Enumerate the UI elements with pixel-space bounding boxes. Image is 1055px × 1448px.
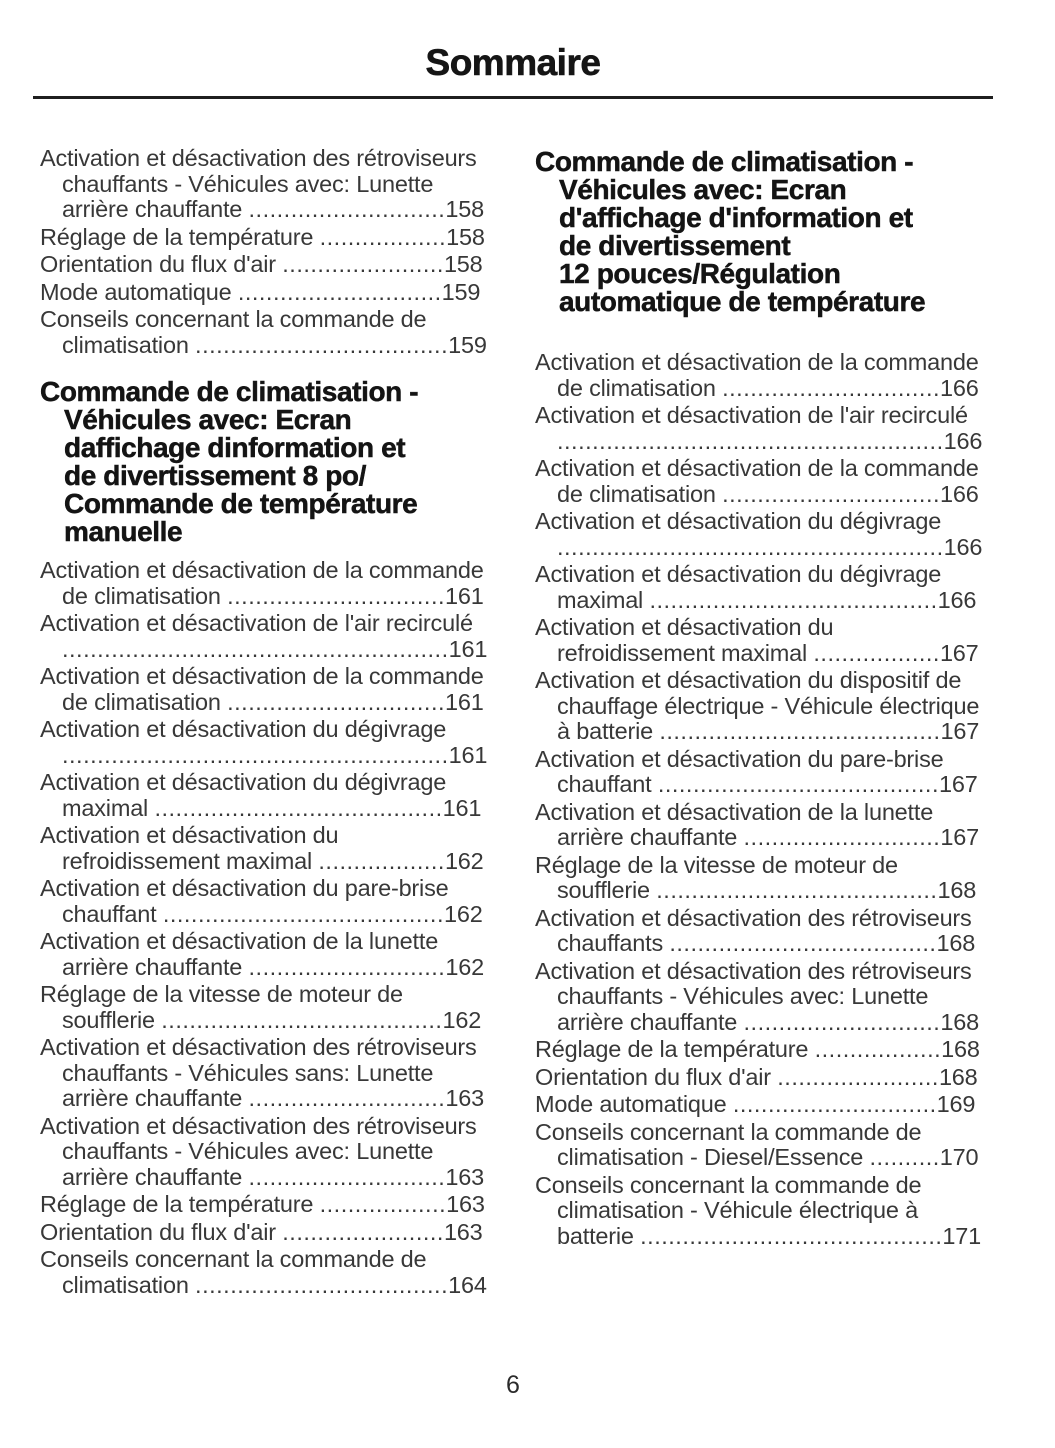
toc-entry (40, 146, 487, 223)
toc-page-number: 159 (448, 331, 487, 358)
toc-entry-label: Conseils concernant la commande de climatisation (40, 1247, 427, 1298)
toc-entry (535, 615, 982, 666)
dot-leader: .................. (319, 1192, 447, 1217)
toc-entry-label: Réglage de la vitesse de moteur de soufflerie (40, 982, 403, 1033)
dot-leader: ....................... (282, 252, 444, 277)
toc-columns (40, 146, 982, 1300)
toc-page-number: 169 (936, 1092, 976, 1117)
heading-line: Commande de climatisation - (535, 146, 914, 177)
toc-page-number: 163 (446, 1192, 485, 1217)
toc-entry-label: Activation et désactivation de la lunette arrière chauffante (40, 929, 439, 980)
dot-leader: ......................................... (649, 586, 938, 613)
toc-entry-label: Orientation du flux d'air (40, 1219, 276, 1245)
heading-line: de divertissement (559, 230, 791, 261)
dot-leader: ............................... (722, 480, 941, 507)
toc-page-number: 164 (448, 1271, 487, 1298)
toc-entry (535, 562, 982, 613)
toc-page-number: 158 (443, 252, 483, 277)
toc-entry-label: Conseils concernant la commande de climatisation - Véhicule électrique à batterie (535, 1172, 922, 1249)
toc-entry (535, 853, 982, 904)
toc-entry-label: Réglage de la température (40, 1192, 314, 1217)
toc-page-number: 158 (446, 224, 485, 250)
dot-leader: .................. (814, 1037, 942, 1062)
heading-line: daffichage dinformation et (64, 432, 406, 463)
toc-entry-label: Réglage de la température (535, 1037, 809, 1062)
toc-entry (535, 906, 982, 957)
toc-entry-label: Réglage de la température (40, 224, 314, 250)
dot-leader: ....................... (282, 1219, 444, 1245)
toc-page-number: 163 (443, 1219, 483, 1245)
toc-page-number: 161 (445, 688, 484, 715)
toc-column-right (535, 146, 982, 1300)
toc-entry-label: Activation et désactivation du dégivrage maximal (535, 562, 942, 613)
toc-entry (40, 225, 487, 251)
dot-leader: ......................................... (154, 794, 443, 821)
dot-leader: ............................ (248, 953, 446, 980)
toc-page-number: 171 (942, 1222, 981, 1249)
toc-entry (40, 929, 487, 980)
toc-entry (535, 509, 982, 560)
toc-page-number: 168 (938, 1064, 978, 1090)
toc-entry (40, 876, 487, 927)
dot-leader: ....................................................... (557, 533, 944, 560)
toc-column-left (40, 146, 487, 1300)
heading-line: d'affichage d'information et (559, 202, 913, 233)
toc-entry (535, 1120, 982, 1171)
toc-entry-label: Activation et désactivation de la commande de climatisation (535, 456, 979, 507)
toc-entry (40, 558, 487, 609)
toc-entry (535, 1092, 982, 1118)
dot-leader: .................. (319, 224, 447, 250)
toc-entry-label: Conseils concernant la commande de climatisation (40, 307, 427, 358)
toc-entry (40, 252, 487, 278)
heading-line: Commande de climatisation - (40, 376, 419, 407)
toc-page-number: 161 (445, 582, 484, 609)
toc-page-number: 167 (938, 771, 978, 797)
toc-page-number: 163 (445, 1163, 484, 1190)
dot-leader: ....................... (777, 1064, 939, 1090)
heading-line: Véhicules avec: Ecran (559, 174, 847, 205)
toc-entry-label: Activation et désactivation des rétroviseurs chauffants - Véhicules avec: Lunette arrière chauffante (40, 1113, 477, 1190)
title-divider (33, 96, 993, 99)
toc-entry (40, 770, 487, 821)
page-number: 6 (506, 1371, 520, 1399)
toc-entry-label: Activation et désactivation du dégivrage (40, 717, 447, 742)
toc-entry (535, 668, 982, 745)
toc-entry-label: Activation et désactivation du pare-brise chauffant (40, 876, 449, 927)
toc-entry-label: Mode automatique (535, 1092, 727, 1117)
dot-leader: .................. (318, 847, 445, 874)
toc-page-number: 158 (445, 196, 484, 222)
dot-leader: ............................ (743, 1008, 941, 1035)
dot-leader: ...................................... (669, 930, 937, 956)
toc-page-number: 167 (939, 639, 979, 666)
toc-entry-label: Activation et désactivation de l'air recirculé (40, 611, 473, 636)
heading-line: automatique de température (559, 286, 926, 317)
toc-entry-label: Activation et désactivation du dégivrage (535, 509, 942, 534)
toc-entry-label: Activation et désactivation des rétroviseurs chauffants (535, 905, 972, 956)
toc-entry (40, 664, 487, 715)
toc-entry (40, 280, 487, 306)
toc-entry (535, 747, 982, 798)
dot-leader: ............................... (227, 688, 446, 715)
toc-entry (40, 1192, 487, 1218)
toc-entry (40, 1220, 487, 1246)
toc-entry-label: Activation et désactivation des rétroviseurs chauffants - Véhicules avec: Lunette arrière chauffante (40, 146, 477, 222)
dot-leader: ....................................................... (557, 427, 944, 454)
page-title: Sommaire (425, 42, 601, 83)
toc-entry (40, 982, 487, 1033)
toc-page-number: 168 (937, 877, 977, 903)
toc-entry-label: Activation et désactivation de la commande de climatisation (535, 350, 979, 401)
dot-leader: ............................ (248, 1163, 446, 1190)
toc-entry (40, 823, 487, 874)
toc-entry-label: Activation et désactivation de la lunette arrière chauffante (535, 799, 934, 850)
dot-leader: ........................................... (640, 1222, 943, 1249)
toc-page-number: 161 (442, 794, 482, 821)
dot-leader: ............................. (237, 279, 442, 305)
toc-page-number: 166 (943, 533, 982, 560)
dot-leader: ............................ (743, 824, 941, 850)
toc-entry-label: Orientation du flux d'air (535, 1064, 771, 1090)
dot-leader: ........................................ (657, 771, 939, 797)
toc-entry (40, 1035, 487, 1112)
toc-entry (40, 1247, 487, 1298)
toc-page-number: 166 (943, 427, 982, 454)
dot-leader: .................................... (195, 1271, 449, 1298)
toc-page-number: 167 (940, 718, 980, 744)
dot-leader: ............................... (722, 374, 941, 401)
toc-entry-label: Conseils concernant la commande de climatisation - Diesel/Essence (535, 1119, 922, 1170)
toc-entry (535, 403, 982, 454)
toc-entry (535, 1037, 982, 1063)
dot-leader: ....................................................... (62, 635, 449, 662)
dot-leader: ............................ (248, 1085, 446, 1111)
heading-line: Véhicules avec: Ecran (64, 404, 352, 435)
toc-entry (40, 1114, 487, 1191)
toc-entry-label: Activation et désactivation du refroidissement maximal (40, 823, 339, 874)
toc-page-number: 163 (445, 1085, 484, 1111)
toc-entry (40, 611, 487, 662)
dot-leader: ............................... (227, 582, 446, 609)
heading-line: Commande de température (64, 488, 418, 519)
toc-page-number: 168 (941, 1037, 980, 1062)
toc-page-number: 159 (441, 279, 481, 305)
toc-page-number: 166 (940, 480, 979, 507)
toc-entry (535, 959, 982, 1036)
heading-line: 12 pouces/Régulation (559, 258, 841, 289)
toc-entry (535, 1065, 982, 1091)
dot-leader: ........................................ (161, 1006, 443, 1033)
heading-line: manuelle (64, 516, 183, 547)
toc-page-number: 168 (940, 1008, 979, 1035)
toc-page-number: 166 (937, 586, 977, 613)
toc-page-number: 162 (442, 1006, 482, 1033)
toc-entry (40, 307, 487, 358)
toc-page-number: 161 (448, 635, 487, 662)
dot-leader: ........................................ (659, 718, 941, 744)
section-heading (40, 378, 487, 546)
toc-page-number: 168 (936, 930, 976, 956)
dot-leader: .................. (813, 639, 940, 666)
toc-page-number: 162 (445, 953, 484, 980)
toc-page-number: 167 (940, 824, 979, 850)
toc-entry (40, 717, 487, 768)
toc-page-number: 161 (448, 741, 487, 768)
toc-entry-label: Activation et désactivation du pare-brise chauffant (535, 746, 944, 797)
toc-page-number: 166 (940, 374, 979, 401)
toc-entry-label: Orientation du flux d'air (40, 252, 276, 277)
toc-entry-label: Activation et désactivation des rétroviseurs chauffants - Véhicules sans: Lunette arrière chauffante (40, 1035, 477, 1111)
dot-leader: ............................. (732, 1092, 937, 1117)
dot-leader: ........................................ (162, 900, 444, 927)
dot-leader: ....................................................... (62, 741, 449, 768)
toc-entry-label: Activation et désactivation du dégivrage maximal (40, 770, 447, 821)
section-heading (535, 148, 982, 316)
toc-entry (535, 350, 982, 401)
toc-entry (535, 456, 982, 507)
toc-entry-label: Réglage de la vitesse de moteur de soufflerie (535, 852, 898, 903)
toc-page-number: 170 (939, 1144, 979, 1170)
heading-line: de divertissement 8 po/ (64, 460, 367, 491)
toc-page-number: 162 (443, 900, 483, 927)
toc-entry-label: Activation et désactivation du dispositif de chauffage électrique - Véhicule électrique à batterie (535, 668, 980, 744)
toc-page-number: 162 (444, 847, 484, 874)
toc-entry (535, 800, 982, 851)
toc-entry-label: Activation et désactivation de la commande de climatisation (40, 558, 484, 609)
toc-entry-label: Activation et désactivation de l'air recirculé (535, 403, 968, 428)
toc-entry-label: Activation et désactivation du refroidissement maximal (535, 615, 834, 666)
toc-entry-label: Activation et désactivation de la commande de climatisation (40, 664, 484, 715)
dot-leader: ........................................ (656, 877, 938, 903)
dot-leader: .......... (869, 1144, 940, 1170)
dot-leader: .................................... (195, 331, 449, 358)
toc-entry (535, 1173, 982, 1250)
toc-entry-label: Activation et désactivation des rétroviseurs chauffants - Véhicules avec: Lunette arrière chauffante (535, 958, 972, 1035)
toc-entry-label: Mode automatique (40, 279, 232, 305)
dot-leader: ............................ (248, 196, 446, 222)
